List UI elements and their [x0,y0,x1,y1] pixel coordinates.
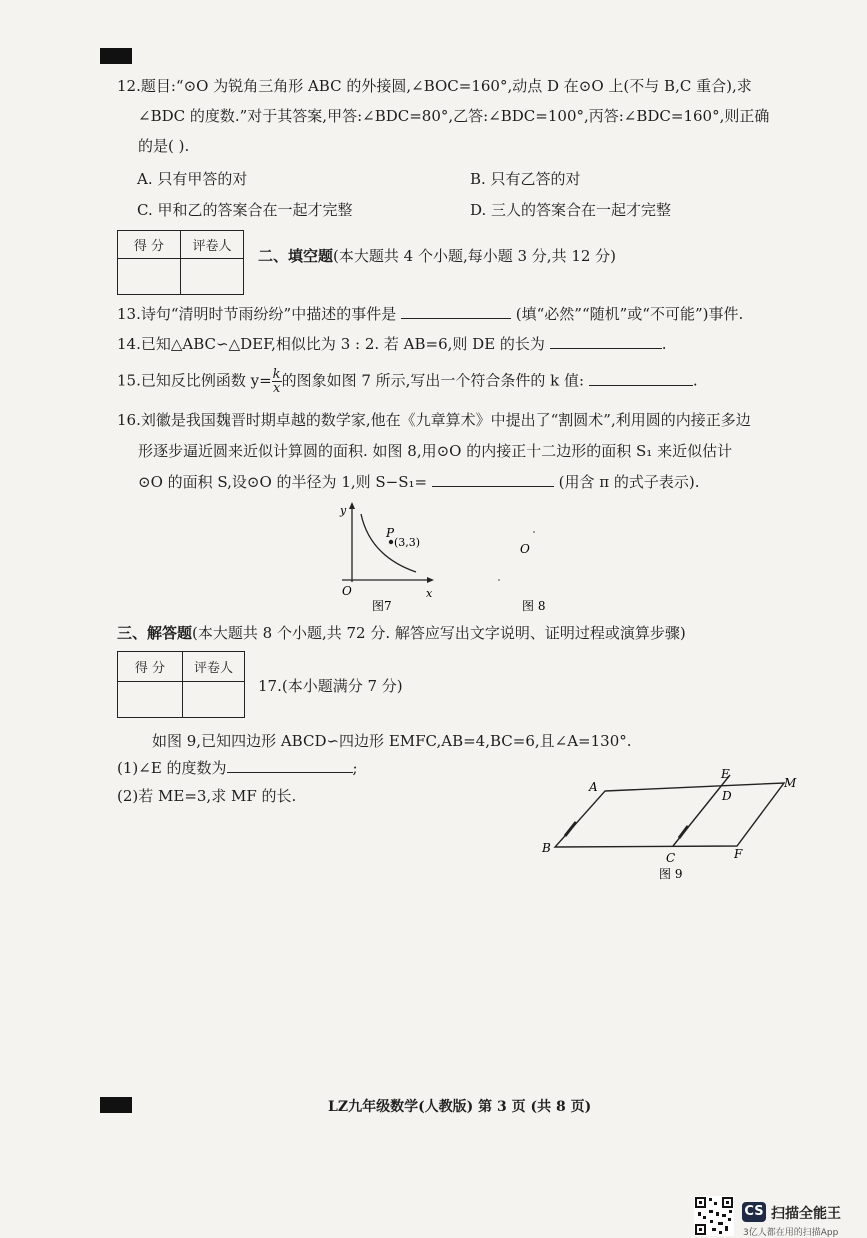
fig9-label-m: M [784,776,797,790]
q14-text: 14.已知△ABC∽△DEF,相似比为 3 : 2. 若 AB=6,则 DE 的长为 [117,335,545,353]
q15-frac-num: k [272,367,281,382]
fig7-x-label: x [426,587,433,600]
q12-line1: 12.题目:“⊙O 为锐角三角形 ABC 的外接圆,∠BOC=160°,动点 D 在⊙O 上(不与 B,C 重合),求 [117,77,752,95]
fig9-caption: 图 9 [659,867,683,881]
score-cell[interactable] [118,259,181,295]
section3-title: 三、解答题 [117,624,193,642]
section2-desc: (本大题共 4 个小题,每小题 3 分,共 12 分) [333,247,617,265]
figure-9 [538,762,808,884]
score-box-section2 [117,230,244,295]
fig9-label-d: D [722,789,732,803]
q17-part1 [117,758,358,778]
score-cell[interactable] [118,682,183,718]
q17-part2: (2)若 ME=3,求 MF 的长. [117,787,297,805]
fig7-y-arrow [349,502,355,509]
fig8-caption: 图 8 [522,599,546,612]
score-label: 得 分 [118,231,181,259]
q12-option-c: C. 甲和乙的答案合在一起才完整 [137,201,353,219]
scan-marker-top [100,48,132,64]
q15-fraction [272,368,282,395]
fig9-label-b: B [542,841,551,855]
score-label: 得 分 [118,652,183,682]
q12-option-a: A. 只有甲答的对 [137,170,248,188]
fig7-point-label: P [386,526,395,540]
fig9-label-e: E [721,767,730,781]
q17-stem: 如图 9,已知四边形 ABCD∽四边形 EMFC,AB=4,BC=6,且∠A=130°. [152,732,632,750]
fig9-label-a: A [589,780,598,794]
q17-part1-post: ; [352,759,358,777]
fig8-dot-top [533,531,535,533]
scan-marker-bottom [100,1097,132,1113]
fig9-label-c: C [666,851,676,865]
scanner-app-name: 扫描全能王 [771,1206,841,1222]
q16-line3 [138,472,700,492]
q12-option-b: B. 只有乙答的对 [470,170,581,188]
q13-text: 13.诗句“清明时节雨纷纷”中描述的事件是 [117,305,397,323]
q16-text-post: (用含 π 的式子表示). [558,473,700,491]
q17-title: 17.(本小题满分 7 分) [258,677,403,695]
q14 [117,334,666,354]
fig7-origin-label: O [342,584,352,598]
fig9-mark-cd [679,826,688,838]
section3-heading [117,623,686,643]
fig7-x-arrow [427,577,434,583]
q16-line2: 形逐步逼近圆来近似计算圆的面积. 如图 8,用⊙O 的内接正十二边形的面积 S₁ 来近似估计 [138,442,733,460]
section3-desc: (本大题共 8 个小题,共 72 分. 解答应写出文字说明、证明过程或演算步骤) [192,624,686,642]
fig8-center-label: O [520,542,530,556]
section2-heading [258,246,616,266]
page-footer: LZ九年级数学(人教版) 第 3 页 (共 8 页) [328,1099,592,1115]
q15-text: 15.已知反比例函数 y= [117,371,272,390]
scanner-app-tagline: 3亿人都在用的扫描App [743,1228,839,1238]
fig7-point-p [389,540,393,544]
q17-part1-blank[interactable] [227,758,353,773]
qr-code-icon [694,1196,734,1236]
scanner-logo-icon: CS [742,1202,766,1222]
q12-line2: ∠BDC 的度数.”对于其答案,甲答:∠BDC=80°,乙答:∠BDC=100°,丙答:∠BDC=160°,则正确 [138,107,770,125]
fig7-y-label: y [340,504,347,517]
q16-line1: 16.刘徽是我国魏晋时期卓越的数学家,他在《九章算术》中提出了“割圆术”,利用圆的内接正多边 [117,411,751,429]
q13 [117,304,743,324]
fig7-point-coords: (3,3) [394,536,421,549]
q16-answer-blank[interactable] [432,472,554,487]
grader-label: 评卷人 [183,652,245,682]
grader-label: 评卷人 [181,231,244,259]
q14-answer-blank[interactable] [550,334,662,349]
q15-answer-blank[interactable] [589,371,693,386]
q15-text-post: . [692,371,698,390]
grader-cell[interactable] [183,682,245,718]
q16-text: ⊙O 的面积 S,设⊙O 的半径为 1,则 S−S₁= [138,473,428,491]
section2-title: 二、填空题 [258,247,334,265]
q15-frac-den: x [272,381,281,396]
score-box-q17 [117,651,245,718]
fig9-label-f: F [734,847,743,861]
q15-text-mid: 的图象如图 7 所示,写出一个符合条件的 k 值: [281,371,585,390]
q17-part1-text: (1)∠E 的度数为 [117,759,227,777]
q12-line3: 的是( ). [138,137,190,155]
fig8-dot-bottom [498,579,500,581]
figure-8 [490,520,560,612]
q13-answer-blank[interactable] [401,304,511,319]
q14-text-post: . [661,335,667,353]
fig9-mark-ab [565,822,576,836]
grader-cell[interactable] [181,259,244,295]
q15 [117,368,698,395]
fig7-caption: 图7 [372,599,392,612]
figure-7 [330,500,440,612]
q13-text-post: (填“必然”“随机”或“不可能”)事件. [515,305,744,323]
q12-option-d: D. 三人的答案合在一起才完整 [470,201,672,219]
